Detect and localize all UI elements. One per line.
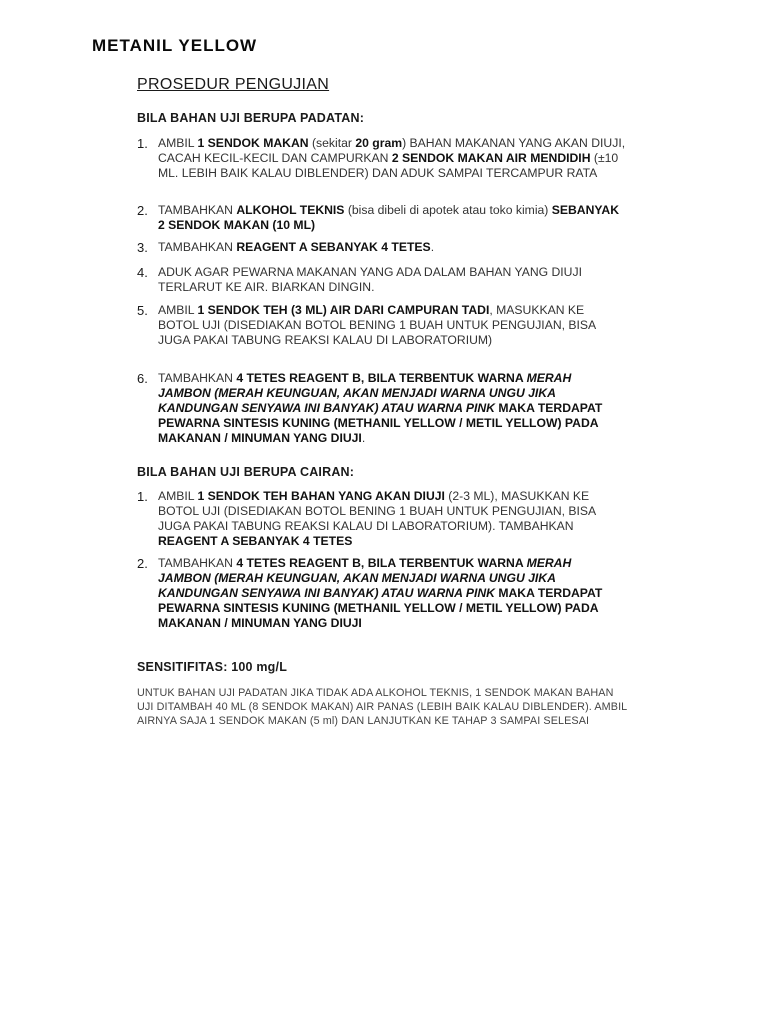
step-number: 3.	[137, 240, 148, 255]
step-text: TAMBAHKAN ALKOHOL TEKNIS (bisa dibeli di apotek atau toko kimia) SEBANYAK 2 SENDOK MAKAN (10 ML)	[158, 203, 620, 232]
liquid-step-2	[137, 556, 627, 631]
solid-section-heading: BILA BAHAN UJI BERUPA PADATAN:	[137, 111, 365, 125]
solid-step-2	[137, 203, 627, 233]
step-text: AMBIL 1 SENDOK TEH (3 ML) AIR DARI CAMPURAN TADI, MASUKKAN KE BOTOL UJI (DISEDIAKAN BOTOL BENING 1 BUAH UNTUK PENGUJIAN, BISA JUGA PAKAI TABUNG REAKSI KALAU DI LABORATORIUM)	[158, 303, 596, 347]
solid-step-4	[137, 265, 627, 295]
step-number: 6.	[137, 371, 148, 386]
sensitivity-heading: SENSITIFITAS: 100 mg/L	[137, 660, 288, 674]
step-number: 4.	[137, 265, 148, 280]
liquid-step-1	[137, 489, 627, 549]
step-number: 5.	[137, 303, 148, 318]
solid-step-1	[137, 136, 627, 181]
step-text: TAMBAHKAN REAGENT A SEBANYAK 4 TETES.	[158, 240, 435, 254]
document-title: METANIL YELLOW	[92, 36, 258, 55]
liquid-section-heading: BILA BAHAN UJI BERUPA CAIRAN:	[137, 465, 355, 479]
step-text: TAMBAHKAN 4 TETES REAGENT B, BILA TERBENTUK WARNA MERAH JAMBON (MERAH KEUNGUAN, AKAN MENJADI WARNA UNGU JIKA KANDUNGAN SENYAWA INI BANYAK) ATAU WARNA PINK MAKA TERDAPAT PEWARNA SINTESIS KUNING (METHANIL YELLOW / METIL YELLOW) PADA MAKANAN / MINUMAN YANG DIUJI	[158, 556, 603, 630]
sensitivity-note: UNTUK BAHAN UJI PADATAN JIKA TIDAK ADA ALKOHOL TEKNIS, 1 SENDOK MAKAN BAHAN UJI DITAMBAH 40 ML (8 SENDOK MAKAN) AIR PANAS (LEBIH BAIK KALAU DIBLENDER). AMBIL AIRNYA SAJA 1 SENDOK MAKAN (5 ml) DAN LANJUTKAN KE TAHAP 3 SAMPAI SELESAI	[137, 687, 627, 727]
step-text: AMBIL 1 SENDOK MAKAN (sekitar 20 gram) BAHAN MAKANAN YANG AKAN DIUJI, CACAH KECIL-KECIL DAN CAMPURKAN 2 SENDOK MAKAN AIR MENDIDIH (±10 ML. LEBIH BAIK KALAU DIBLENDER) DAN ADUK SAMPAI TERCAMPUR RATA	[158, 136, 626, 180]
step-number: 2.	[137, 203, 148, 218]
step-text: ADUK AGAR PEWARNA MAKANAN YANG ADA DALAM BAHAN YANG DIUJI TERLARUT KE AIR. BIARKAN DINGIN.	[158, 265, 582, 294]
solid-step-3	[137, 240, 627, 255]
step-number: 1.	[137, 489, 148, 504]
procedure-title: PROSEDUR PENGUJIAN	[137, 76, 330, 93]
step-number: 2.	[137, 556, 148, 571]
step-text: AMBIL 1 SENDOK TEH BAHAN YANG AKAN DIUJI (2-3 ML), MASUKKAN KE BOTOL UJI (DISEDIAKAN BOTOL BENING 1 BUAH UNTUK PENGUJIAN, BISA JUGA PAKAI TABUNG REAKSI KALAU DI LABORATORIUM). TAMBAHKAN REAGENT A SEBANYAK 4 TETES	[158, 489, 596, 548]
solid-step-5	[137, 303, 627, 348]
solid-step-6	[137, 371, 627, 446]
step-number: 1.	[137, 136, 148, 151]
step-text: TAMBAHKAN 4 TETES REAGENT B, BILA TERBENTUK WARNA MERAH JAMBON (MERAH KEUNGUAN, AKAN MENJADI WARNA UNGU JIKA KANDUNGAN SENYAWA INI BANYAK) ATAU WARNA PINK MAKA TERDAPAT PEWARNA SINTESIS KUNING (METHANIL YELLOW / METIL YELLOW) PADA MAKANAN / MINUMAN YANG DIUJI.	[158, 371, 603, 445]
